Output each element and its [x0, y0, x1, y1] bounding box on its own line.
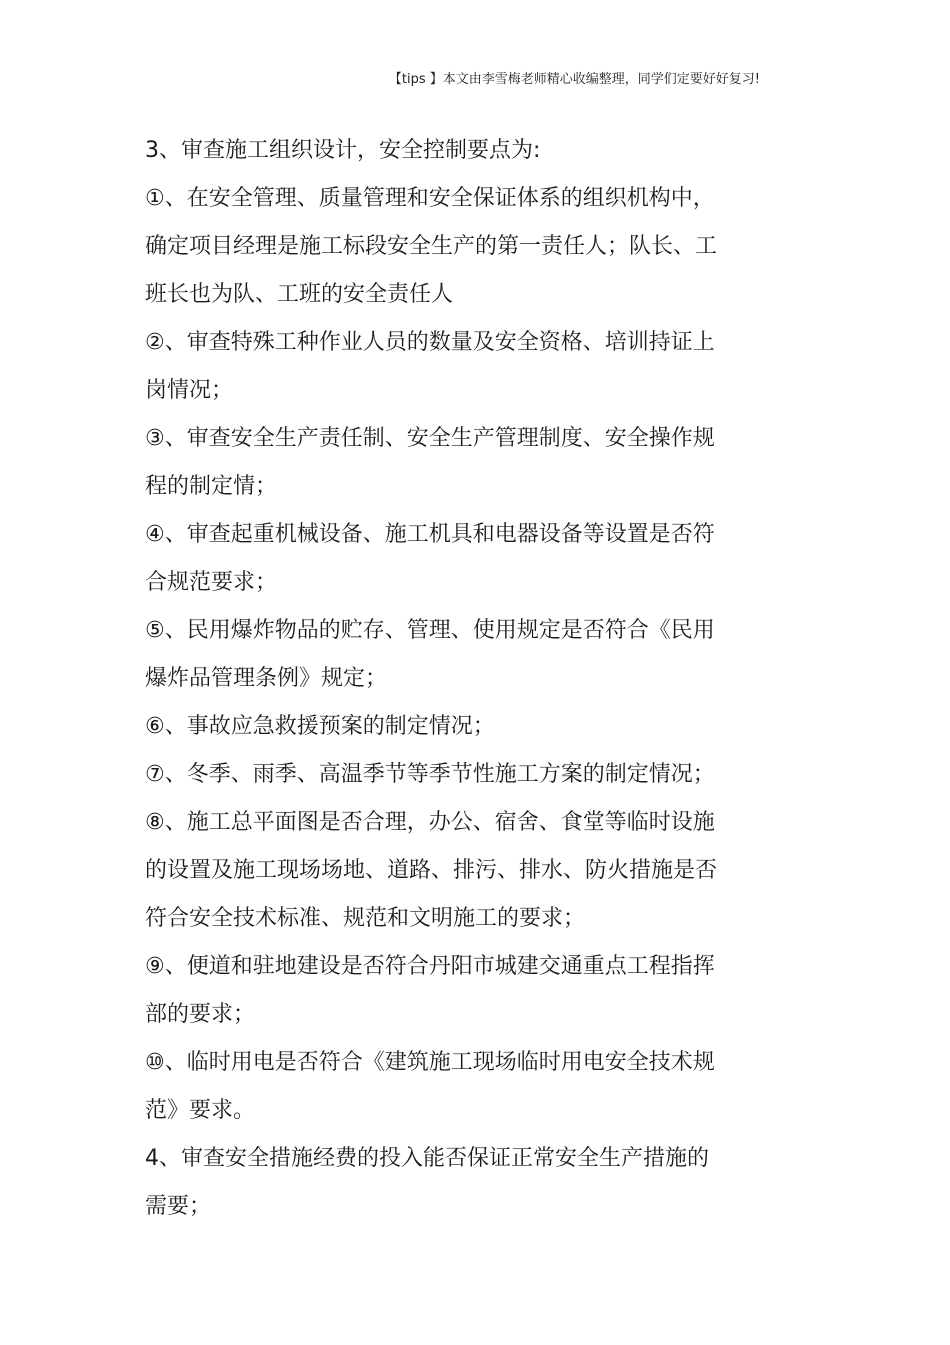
text-line: 4、审查安全措施经费的投入能否保证正常安全生产措施的	[145, 1146, 709, 1171]
text-line: ①、在安全管理、质量管理和安全保证体系的组织机构中，	[145, 186, 715, 211]
text-line: ⑩、临时用电是否符合《建筑施工现场临时用电安全技术规	[145, 1050, 715, 1075]
text-line: 确定项目经理是施工标段安全生产的第一责任人；队长、工	[145, 234, 718, 259]
text-line: 程的制定情；	[145, 474, 278, 499]
text-line: ⑦、冬季、雨季、高温季节等季节性施工方案的制定情况；	[145, 762, 715, 787]
text-line: ③、审查安全生产责任制、安全生产管理制度、安全操作规	[145, 426, 715, 451]
text-line: ④、审查起重机械设备、施工机具和电器设备等设置是否符	[145, 522, 715, 547]
text-line: 范》要求。	[145, 1098, 256, 1123]
text-line: 3、审查施工组织设计，安全控制要点为:	[145, 138, 541, 163]
text-line: 符合安全技术标准、规范和文明施工的要求；	[145, 906, 586, 931]
text-line: ⑨、便道和驻地建设是否符合丹阳市城建交通重点工程指挥	[145, 954, 715, 979]
text-line: 岗情况；	[145, 378, 234, 403]
header-tip: 【tips 】本文由李雪梅老师精心收编整理，同学们定要好好复习!	[388, 72, 760, 87]
text-line: 需要；	[145, 1194, 212, 1219]
text-line: ⑧、施工总平面图是否合理，办公、宿舍、食堂等临时设施	[145, 810, 715, 835]
text-line: 部的要求；	[145, 1002, 256, 1027]
body-text	[145, 127, 765, 1231]
text-line: ⑤、民用爆炸物品的贮存、管理、使用规定是否符合《民用	[145, 618, 715, 643]
text-line: ②、审查特殊工种作业人员的数量及安全资格、培训持证上	[145, 330, 715, 355]
text-line: 班长也为队、工班的安全责任人	[145, 282, 454, 307]
text-line: 的设置及施工现场场地、道路、排污、排水、防火措施是否	[145, 858, 718, 883]
text-line: 爆炸品管理条例》规定；	[145, 666, 388, 691]
text-line: 合规范要求；	[145, 570, 278, 595]
text-line: ⑥、事故应急救援预案的制定情况；	[145, 714, 495, 739]
